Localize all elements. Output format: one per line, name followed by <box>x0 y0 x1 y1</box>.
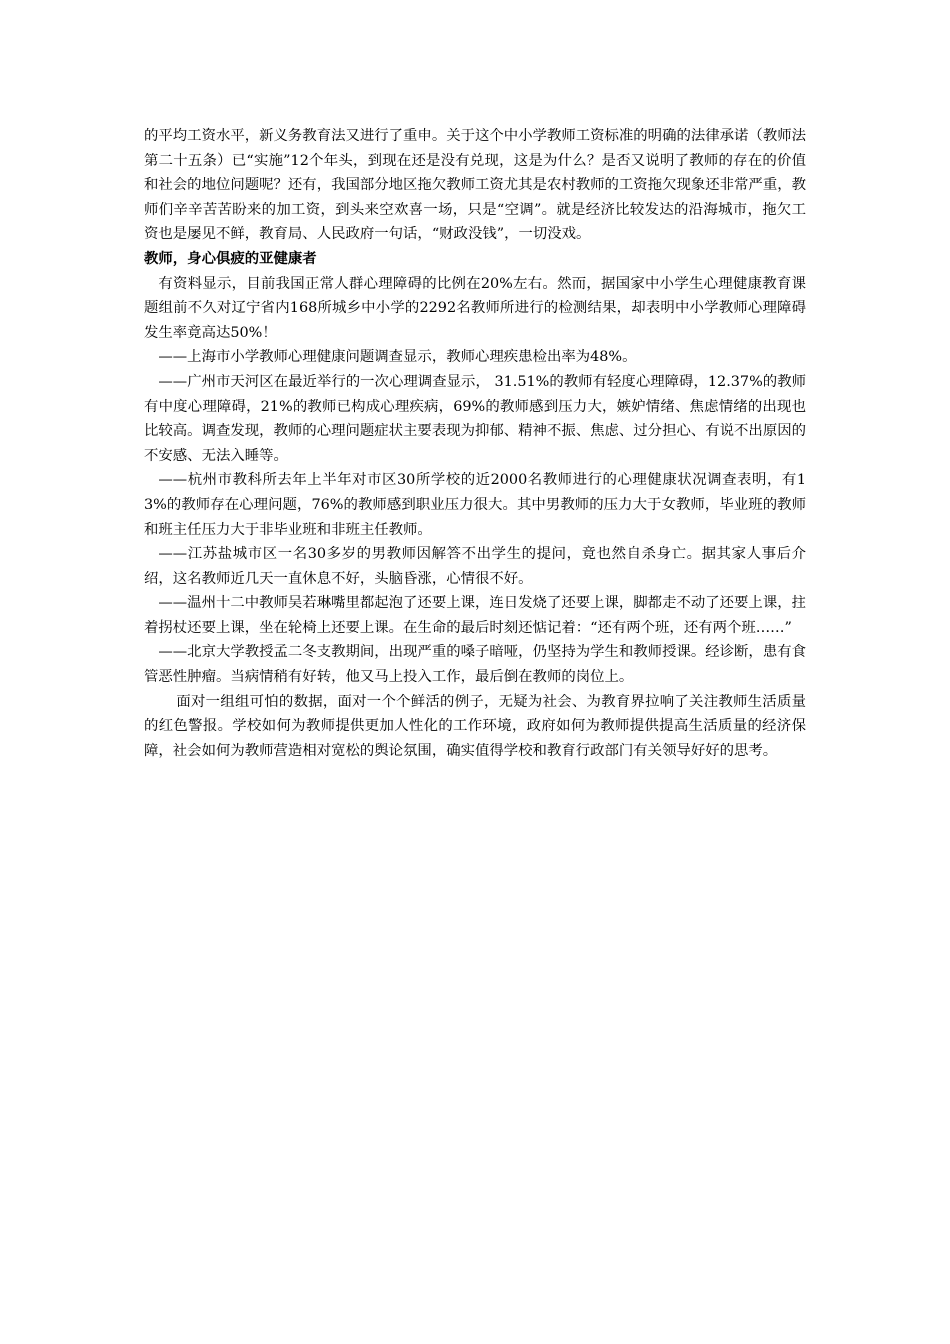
paragraph-shanghai-survey: ——上海市小学教师心理健康问题调查显示，教师心理疾患检出率为48%。 <box>158 349 637 366</box>
section-heading: 教师，身心俱疲的亚健康者 <box>144 250 317 267</box>
paragraph-yancheng-case: ——江苏盐城市区一名30多岁的男教师因解答不出学生的提问，竟也然自杀身亡。据其家人事后介绍，这名教师近几天一直休息不好，头脑昏涨，心情很不好。 <box>144 546 806 587</box>
paragraph-salary-law: 的平均工资水平，新义务教育法又进行了重申。关于这个中小学教师工资标准的明确的法律承诺（教师法第二十五条）已“实施”12个年头，到现在还是没有兑现，这是为什么？是否又说明了教师的存在的价值和社会的地位问题呢？还有，我国部分地区拖欠教师工资尤其是农村教师的工资拖欠现象还非常严重，教师们辛辛苦苦盼来的加工资，到头来空欢喜一场，只是“空调”。就是经济比较发达的沿海城市，拖欠工资也是屡见不鲜，教育局、人民政府一句话，“财政没钱”，一切没戏。 <box>144 128 806 243</box>
paragraph-hangzhou-survey: ——杭州市教科所去年上半年对市区30所学校的近2000名教师进行的心理健康状况调查表明，有13%的教师存在心理问题，76%的教师感到职业压力很大。其中男教师的压力大于女教师，毕业班的教师和班主任压力大于非毕业班和非班主任教师。 <box>144 472 806 538</box>
paragraph-peking-case: ——北京大学教授孟二冬支教期间，出现严重的嗓子暗哑，仍坚持为学生和教师授课。经诊断，患有食管恶性肿瘤。当病情稍有好转，他又马上投入工作，最后倒在教师的岗位上。 <box>144 644 806 686</box>
document-page <box>144 124 806 763</box>
paragraph-wenzhou-case: ——温州十二中教师吴若琳嘴里都起泡了还要上课，连日发烧了还要上课，脚都走不动了还要上课，拄着拐杖还要上课，坐在轮椅上还要上课。在生命的最后时刻还惦记着：“还有两个班，还有两个班……” <box>144 595 806 636</box>
paragraph-conclusion: 面对一组组可怕的数据，面对一个个鲜活的例子，无疑为社会、为教育界拉响了关注教师生活质量的红色警报。学校如何为教师提供更加人性化的工作环境，政府如何为教师提供提高生活质量的经济保障，社会如何为教师营造相对宽松的舆论氛围，确实值得学校和教育行政部门有关领导好好的思考。 <box>144 693 806 759</box>
paragraph-statistics-intro: 有资料显示，目前我国正常人群心理障碍的比例在20%左右。然而，据国家中小学生心理健康教育课题组前不久对辽宁省内168所城乡中小学的2292名教师所进行的检测结果，却表明中小学教师心理障碍发生率竟高达50%！ <box>144 275 806 341</box>
paragraph-guangzhou-survey: ——广州市天河区在最近举行的一次心理调查显示， 31.51%的教师有轻度心理障碍，12.37%的教师有中度心理障碍，21%的教师已构成心理疾病，69%的教师感到压力大，嫉妒情绪、焦虑情绪的出现也比较高。调查发现，教师的心理问题症状主要表现为抑郁、精神不振、焦虑、过分担心、有说不出原因的不安感、无法入睡等。 <box>144 373 806 464</box>
